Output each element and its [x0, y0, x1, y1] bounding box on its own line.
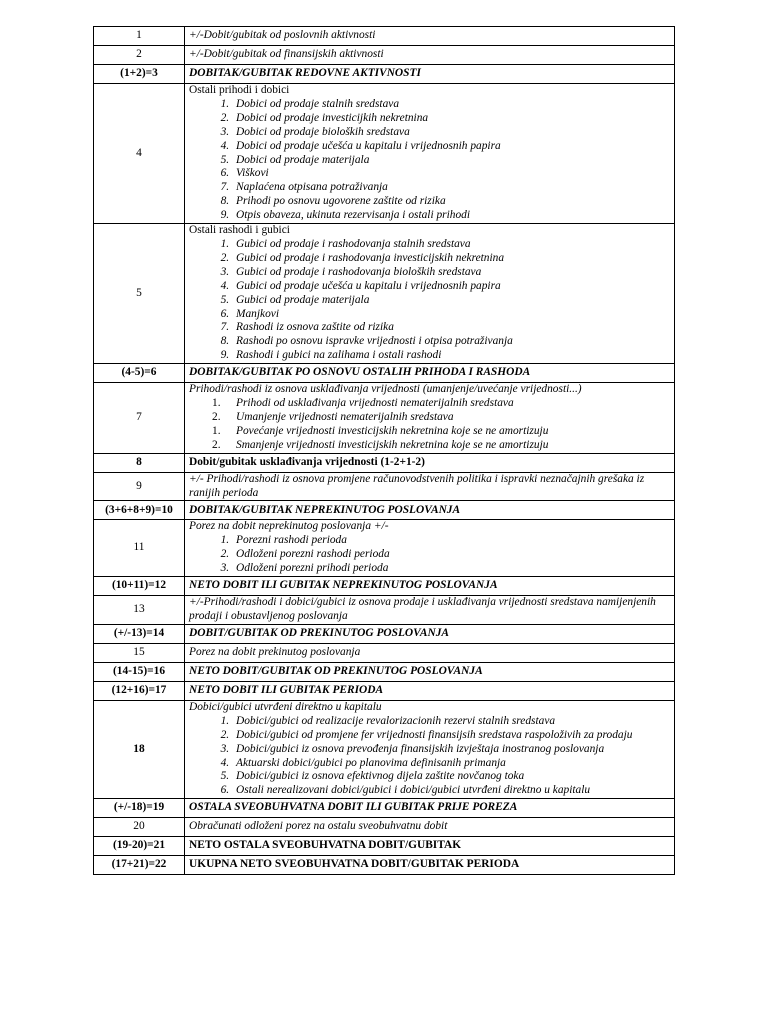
row-description	[185, 224, 675, 364]
list-item	[232, 209, 670, 223]
list-item-text: Gubici od prodaje i rashodovanja investicijskih nekretnina	[236, 251, 505, 264]
row-number: (19-20)=21	[94, 837, 185, 856]
list-item	[232, 294, 670, 308]
table-row	[94, 700, 675, 798]
row-description: DOBIT/GUBITAK OD PREKINUTOG POSLOVANJA	[185, 624, 675, 643]
list-item	[232, 548, 670, 562]
list-item	[232, 195, 670, 209]
row-heading: Porez na dobit neprekinutog poslovanja +/-	[189, 520, 389, 533]
row-description: Porez na dobit prekinutog poslovanja	[185, 643, 675, 662]
list-item-text: Dobici od prodaje investicijkih nekretnina	[236, 111, 429, 124]
list-item-text: Povećanje vrijednosti investicijskih nekretnina koje se ne amortizuju	[236, 424, 549, 437]
row-number: 4	[94, 84, 185, 224]
row-description	[185, 84, 675, 224]
row-number: 11	[94, 520, 185, 577]
list-item-text: Prihodi od usklađivanja vrijednosti nematerijalnih sredstava	[236, 397, 514, 410]
list-item	[232, 98, 670, 112]
item-list	[189, 715, 670, 798]
row-description: +/- Prihodi/rashodi iz osnova promjene računovodstvenih politika i ispravki neznačajnih grešaka iz ranijih perioda	[185, 472, 675, 501]
row-heading: Ostali rashodi i gubici	[189, 224, 290, 237]
list-item	[232, 715, 670, 729]
list-item-text: Dobici/gubici iz osnova efektivnog dijela zaštite novčanog toka	[236, 770, 525, 783]
row-number: (+/-18)=19	[94, 799, 185, 818]
list-item	[232, 534, 670, 548]
row-heading: Dobici/gubici utvrđeni direktno u kapitalu	[189, 700, 382, 713]
table-row	[94, 46, 675, 65]
row-number: 13	[94, 596, 185, 625]
list-item-text: Smanjenje vrijednosti investicijskih nekretnina koje se ne amortizuju	[236, 438, 549, 451]
list-item	[232, 349, 670, 363]
table-row	[94, 681, 675, 700]
row-number: (4-5)=6	[94, 364, 185, 383]
table-row	[94, 818, 675, 837]
table-row	[94, 596, 675, 625]
row-description: NETO DOBIT ILI GUBITAK NEPREKINUTOG POSLOVANJA	[185, 577, 675, 596]
row-number: 2	[94, 46, 185, 65]
list-item	[232, 112, 670, 126]
row-description: +/-Dobit/gubitak od finansijskih aktivnosti	[185, 46, 675, 65]
row-number: 18	[94, 700, 185, 798]
list-item-text: Rashodi iz osnova zaštite od rizika	[236, 321, 394, 334]
table-row	[94, 662, 675, 681]
row-number: (12+16)=17	[94, 681, 185, 700]
list-item-number: 1.	[212, 397, 221, 410]
list-item-text: Dobici od prodaje stalnih sredstava	[236, 97, 400, 110]
list-item-number: 1.	[212, 424, 221, 437]
row-description: Obračunati odloženi porez na ostalu sveobuhvatnu dobit	[185, 818, 675, 837]
list-item-text: Gubici od prodaje i rashodovanja bioloških sredstava	[236, 265, 482, 278]
list-item	[232, 729, 670, 743]
list-item-text: Otpis obaveza, ukinuta rezervisanja i ostali prihodi	[236, 209, 471, 222]
row-number: 15	[94, 643, 185, 662]
row-heading: Ostali prihodi i dobici	[189, 84, 290, 96]
list-item-text: Odloženi porezni prihodi perioda	[236, 562, 389, 575]
row-description: +/-Prihodi/rashodi i dobici/gubici iz osnova prodaje i usklađivanja vrijednosti sredstava namijenjenih prodaji i obustavljenog poslovanja	[185, 596, 675, 625]
list-item-text: Rashodi i gubici na zalihama i ostali rashodi	[236, 349, 442, 362]
list-item	[232, 181, 670, 195]
table-row	[94, 65, 675, 84]
list-item-number: 2.	[212, 438, 221, 451]
list-item	[232, 308, 670, 322]
row-description: OSTALA SVEOBUHVATNA DOBIT ILI GUBITAK PRIJE POREZA	[185, 799, 675, 818]
table-row	[94, 624, 675, 643]
row-number: (14-15)=16	[94, 662, 185, 681]
list-item-text: Gubici od prodaje materijala	[236, 293, 370, 306]
row-description	[185, 383, 675, 454]
list-item-text: Rashodi po osnovu ispravke vrijednosti i otpisa potraživanja	[236, 335, 513, 348]
table-row	[94, 472, 675, 501]
item-list	[189, 534, 670, 576]
list-item-text: Gubici od prodaje i rashodovanja stalnih sredstava	[236, 237, 471, 250]
table-row	[94, 501, 675, 520]
list-item-text: Gubici od prodaje učešća u kapitalu i vrijednosnih papira	[236, 279, 501, 292]
row-number: 8	[94, 453, 185, 472]
list-item	[232, 252, 670, 266]
list-item	[232, 784, 670, 798]
row-description: UKUPNA NETO SVEOBUHVATNA DOBIT/GUBITAK PERIODA	[185, 856, 675, 875]
table-row	[94, 837, 675, 856]
list-item	[232, 562, 670, 576]
table-row	[94, 364, 675, 383]
list-item-text: Dobici/gubici od promjene fer vrijednosti finansijsih sredstava raspoloživih za prodaju	[236, 728, 633, 741]
item-list	[189, 238, 670, 363]
list-item-text: Dobici od prodaje bioloških sredstava	[236, 125, 410, 138]
list-item-text: Umanjenje vrijednosti nematerijalnih sredstava	[236, 410, 454, 423]
income-statement-table	[93, 26, 675, 875]
table-row	[94, 27, 675, 46]
row-number: 20	[94, 818, 185, 837]
list-item	[232, 321, 670, 335]
list-item	[232, 154, 670, 168]
table-row	[94, 453, 675, 472]
row-number: 9	[94, 472, 185, 501]
table-body	[94, 27, 675, 875]
row-description: DOBITAK/GUBITAK REDOVNE AKTIVNOSTI	[185, 65, 675, 84]
list-item-text: Dobici/gubici od realizacije revalorizacionih rezervi stalnih sredstava	[236, 714, 556, 727]
list-item	[232, 167, 670, 181]
list-item	[232, 140, 670, 154]
table-row	[94, 643, 675, 662]
table-row	[94, 577, 675, 596]
list-item-text: Dobici od prodaje materijala	[236, 153, 370, 166]
list-item-text: Ostali nerealizovani dobici/gubici i dobici/gubici utvrđeni direktno u kapitalu	[236, 784, 591, 797]
list-item	[232, 266, 670, 280]
list-item	[212, 397, 670, 411]
list-item	[212, 410, 670, 425]
item-list	[189, 397, 670, 453]
row-description	[185, 520, 675, 577]
list-item-text: Dobici/gubici iz osnova prevođenja finansijskih izvještaja inostranog poslovanja	[236, 742, 605, 755]
table-row	[94, 520, 675, 577]
item-list	[189, 98, 670, 223]
list-item	[212, 424, 670, 439]
row-description: NETO DOBIT ILI GUBITAK PERIODA	[185, 681, 675, 700]
row-number: (17+21)=22	[94, 856, 185, 875]
list-item	[232, 770, 670, 784]
row-description: Dobit/gubitak usklađivanja vrijednosti (1-2+1-2)	[185, 453, 675, 472]
list-item-text: Aktuarski dobici/gubici po planovima definisanih primanja	[236, 756, 506, 769]
table-row	[94, 84, 675, 224]
row-number: 1	[94, 27, 185, 46]
row-number: (+/-13)=14	[94, 624, 185, 643]
list-item	[232, 280, 670, 294]
list-item-text: Odloženi porezni rashodi perioda	[236, 548, 390, 561]
list-item-text: Prihodi po osnovu ugovorene zaštite od rizika	[236, 195, 446, 208]
list-item-text: Naplaćena otpisana potraživanja	[236, 181, 388, 194]
list-item-text: Manjkovi	[236, 307, 280, 320]
table-row	[94, 224, 675, 364]
table-row	[94, 799, 675, 818]
list-item-text: Viškovi	[236, 167, 269, 180]
list-item-text: Porezni rashodi perioda	[236, 534, 347, 547]
table-row	[94, 383, 675, 454]
row-number: (10+11)=12	[94, 577, 185, 596]
row-description: DOBITAK/GUBITAK PO OSNOVU OSTALIH PRIHODA I RASHODA	[185, 364, 675, 383]
row-number: (3+6+8+9)=10	[94, 501, 185, 520]
row-description: NETO OSTALA SVEOBUHVATNA DOBIT/GUBITAK	[185, 837, 675, 856]
list-item-text: Dobici od prodaje učešća u kapitalu i vrijednosnih papira	[236, 139, 501, 152]
row-description: NETO DOBIT/GUBITAK OD PREKINUTOG POSLOVANJA	[185, 662, 675, 681]
list-item	[232, 126, 670, 140]
list-item	[232, 757, 670, 771]
row-description: +/-Dobit/gubitak od poslovnih aktivnosti	[185, 27, 675, 46]
list-item	[232, 238, 670, 252]
row-heading: Prihodi/rashodi iz osnova usklađivanja vrijednosti (umanjenje/uvećanje vrijednosti...)	[189, 383, 582, 396]
row-description	[185, 700, 675, 798]
list-item	[232, 743, 670, 757]
row-number: 5	[94, 224, 185, 364]
table-row	[94, 856, 675, 875]
row-number: (1+2)=3	[94, 65, 185, 84]
list-item-number: 2.	[212, 410, 221, 423]
list-item	[232, 335, 670, 349]
list-item	[212, 438, 670, 453]
row-number: 7	[94, 383, 185, 454]
row-description: DOBITAK/GUBITAK NEPREKINUTOG POSLOVANJA	[185, 501, 675, 520]
